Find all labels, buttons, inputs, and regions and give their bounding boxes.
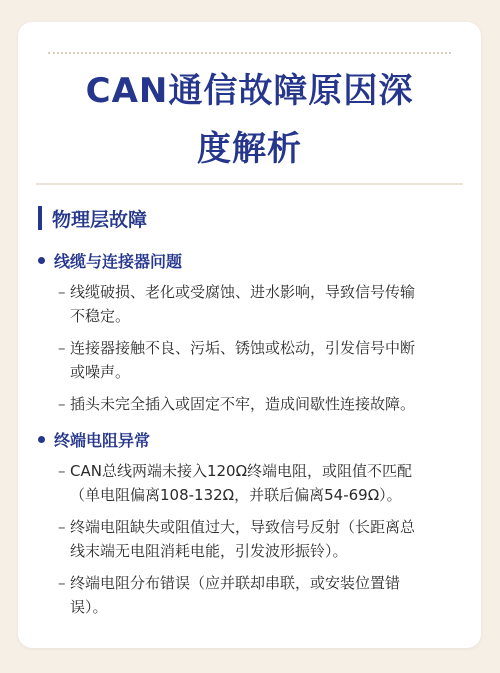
list-item [58, 571, 470, 619]
list-item-text: 终端电阻缺失或阻值过大，导致信号反射（长距离总 [70, 518, 416, 536]
list-item-text-cont: 或噪声。 [70, 363, 131, 381]
list-item-text: 插头未完全插入或固定不牢，造成间歇性连接故障。 [70, 395, 416, 413]
dash-marker: – [58, 339, 66, 357]
list-item-text: CAN总线两端未接入120Ω终端电阻，或阻值不匹配 [70, 462, 413, 480]
list-item-text-cont: （单电阻偏离108-132Ω，并联后偏离54-69Ω）。 [70, 486, 402, 504]
dash-marker: – [58, 462, 66, 480]
page-title [18, 62, 481, 178]
dash-marker: – [58, 574, 66, 592]
page-title-line-2: 度解析 [197, 129, 302, 169]
dash-marker: – [58, 283, 66, 301]
list-item-text: 终端电阻分布错误（应并联却串联，或安装位置错 [70, 574, 401, 592]
list-item-text: 线缆破损、老化或受腐蚀、进水影响，导致信号传输 [70, 283, 416, 301]
subsection-title: 线缆与连接器问题 [54, 252, 183, 271]
dotted-border [48, 52, 451, 54]
subsection-title: 终端电阻异常 [54, 431, 151, 450]
subsection-heading-cable [38, 249, 182, 272]
dash-marker: – [58, 395, 66, 413]
list-item-text-cont: 线末端无电阻消耗电能，引发波形振铃）。 [70, 542, 348, 560]
list-item-text-cont: 不稳定。 [70, 307, 131, 325]
list-item [58, 392, 470, 416]
list-item [58, 280, 470, 328]
bullet-dot-icon [38, 257, 45, 264]
bullet-dot-icon [38, 436, 45, 443]
list-item [58, 515, 470, 563]
title-divider [36, 183, 463, 185]
subsection-heading-termination [38, 428, 150, 451]
section-heading [38, 204, 147, 232]
dash-marker: – [58, 518, 66, 536]
page-title-line-1: CAN通信故障原因深 [85, 71, 414, 111]
list-item-text-cont: 误）。 [70, 598, 108, 616]
section-accent-bar [38, 206, 42, 230]
list-item [58, 459, 470, 507]
section-title: 物理层故障 [52, 208, 148, 231]
list-item-text: 连接器接触不良、污垢、锈蚀或松动，引发信号中断 [70, 339, 416, 357]
content-card [18, 22, 481, 648]
list-item [58, 336, 470, 384]
